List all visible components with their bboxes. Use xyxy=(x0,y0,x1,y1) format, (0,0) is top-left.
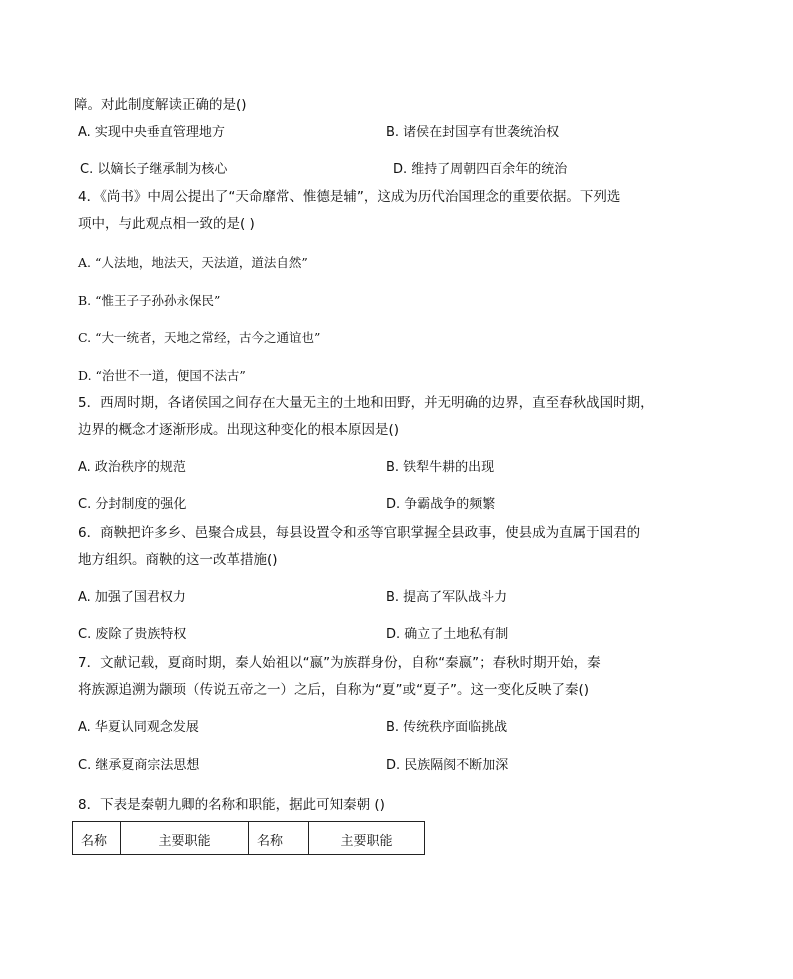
q5-option-c: C. 分封制度的强化 xyxy=(78,497,187,512)
q3-option-b: B. 诸侯在封国享有世袭统治权 xyxy=(386,125,560,140)
q5-stem-line1: 5．西周时期，各诸侯国之间存在大量无主的土地和田野，并无明确的边界，直至春秋战国时期， xyxy=(78,395,654,411)
q4-option-c: C. “大一统者，天地之常经，古今之通谊也” xyxy=(78,330,321,345)
table-header-cell: 主要职能 xyxy=(309,822,425,855)
q6-stem-line1: 6．商鞅把许多乡、邑聚合成县，每县设置令和丞等官职掌握全县政事，使县成为直属于国君的 xyxy=(78,525,641,541)
q7-option-d: D. 民族隔阂不断加深 xyxy=(386,758,509,773)
q6-option-a: A. 加强了国君权力 xyxy=(78,590,186,605)
q7-option-a: A. 华夏认同观念发展 xyxy=(78,720,199,735)
q6-option-c: C. 废除了贵族特权 xyxy=(78,627,187,642)
q7-stem-line1: 7．文献记载，夏商时期，秦人始祖以“嬴”为族群身份，自称“秦嬴”；春秋时期开始，秦 xyxy=(78,655,601,671)
q6-option-d: D. 确立了土地私有制 xyxy=(386,627,509,642)
q3-option-a: A. 实现中央垂直管理地方 xyxy=(78,125,225,140)
q6-stem-line2: 地方组织。商鞅的这一改革措施() xyxy=(78,552,278,568)
q4-option-b: B. “惟王子子孙孙永保民” xyxy=(78,293,221,308)
q5-option-b: B. 铁犁牛耕的出现 xyxy=(386,460,495,475)
q5-stem-line2: 边界的概念才逐渐形成。出现这种变化的根本原因是() xyxy=(78,422,400,438)
q5-option-a: A. 政治秩序的规范 xyxy=(78,460,186,475)
q7-option-c: C. 继承夏商宗法思想 xyxy=(78,758,200,773)
q4-option-d: D. “治世不一道，便国不法古” xyxy=(78,368,246,383)
table-header-cell: 名称 xyxy=(249,822,309,855)
q3-stem-tail: 障。对此制度解读正确的是() xyxy=(74,97,247,113)
q3-option-d: D. 维持了周朝四百余年的统治 xyxy=(393,162,568,177)
table-header-row xyxy=(73,822,425,855)
q4-stem-line1: 4．《尚书》中周公提出了“天命靡常、惟德是辅”，这成为历代治国理念的重要依据。下列选 xyxy=(78,189,621,205)
table-header-cell: 主要职能 xyxy=(121,822,249,855)
q7-stem-line2: 将族源追溯为颛顼（传说五帝之一）之后，自称为“夏”或“夏子”。这一变化反映了秦() xyxy=(78,682,590,698)
q5-option-d: D. 争霸战争的频繁 xyxy=(386,497,496,512)
q4-stem-line2: 项中，与此观点相一致的是( ) xyxy=(78,216,255,232)
table-header-cell: 名称 xyxy=(73,822,121,855)
q8-stem: 8．下表是秦朝九卿的名称和职能，据此可知秦朝 () xyxy=(78,797,385,813)
q4-option-a: A. “人法地，地法天，天法道，道法自然” xyxy=(78,255,308,270)
q7-option-b: B. 传统秩序面临挑战 xyxy=(386,720,508,735)
q8-table xyxy=(72,821,425,855)
q3-option-c: C. 以嫡长子继承制为核心 xyxy=(80,162,228,177)
q6-option-b: B. 提高了军队战斗力 xyxy=(386,590,508,605)
